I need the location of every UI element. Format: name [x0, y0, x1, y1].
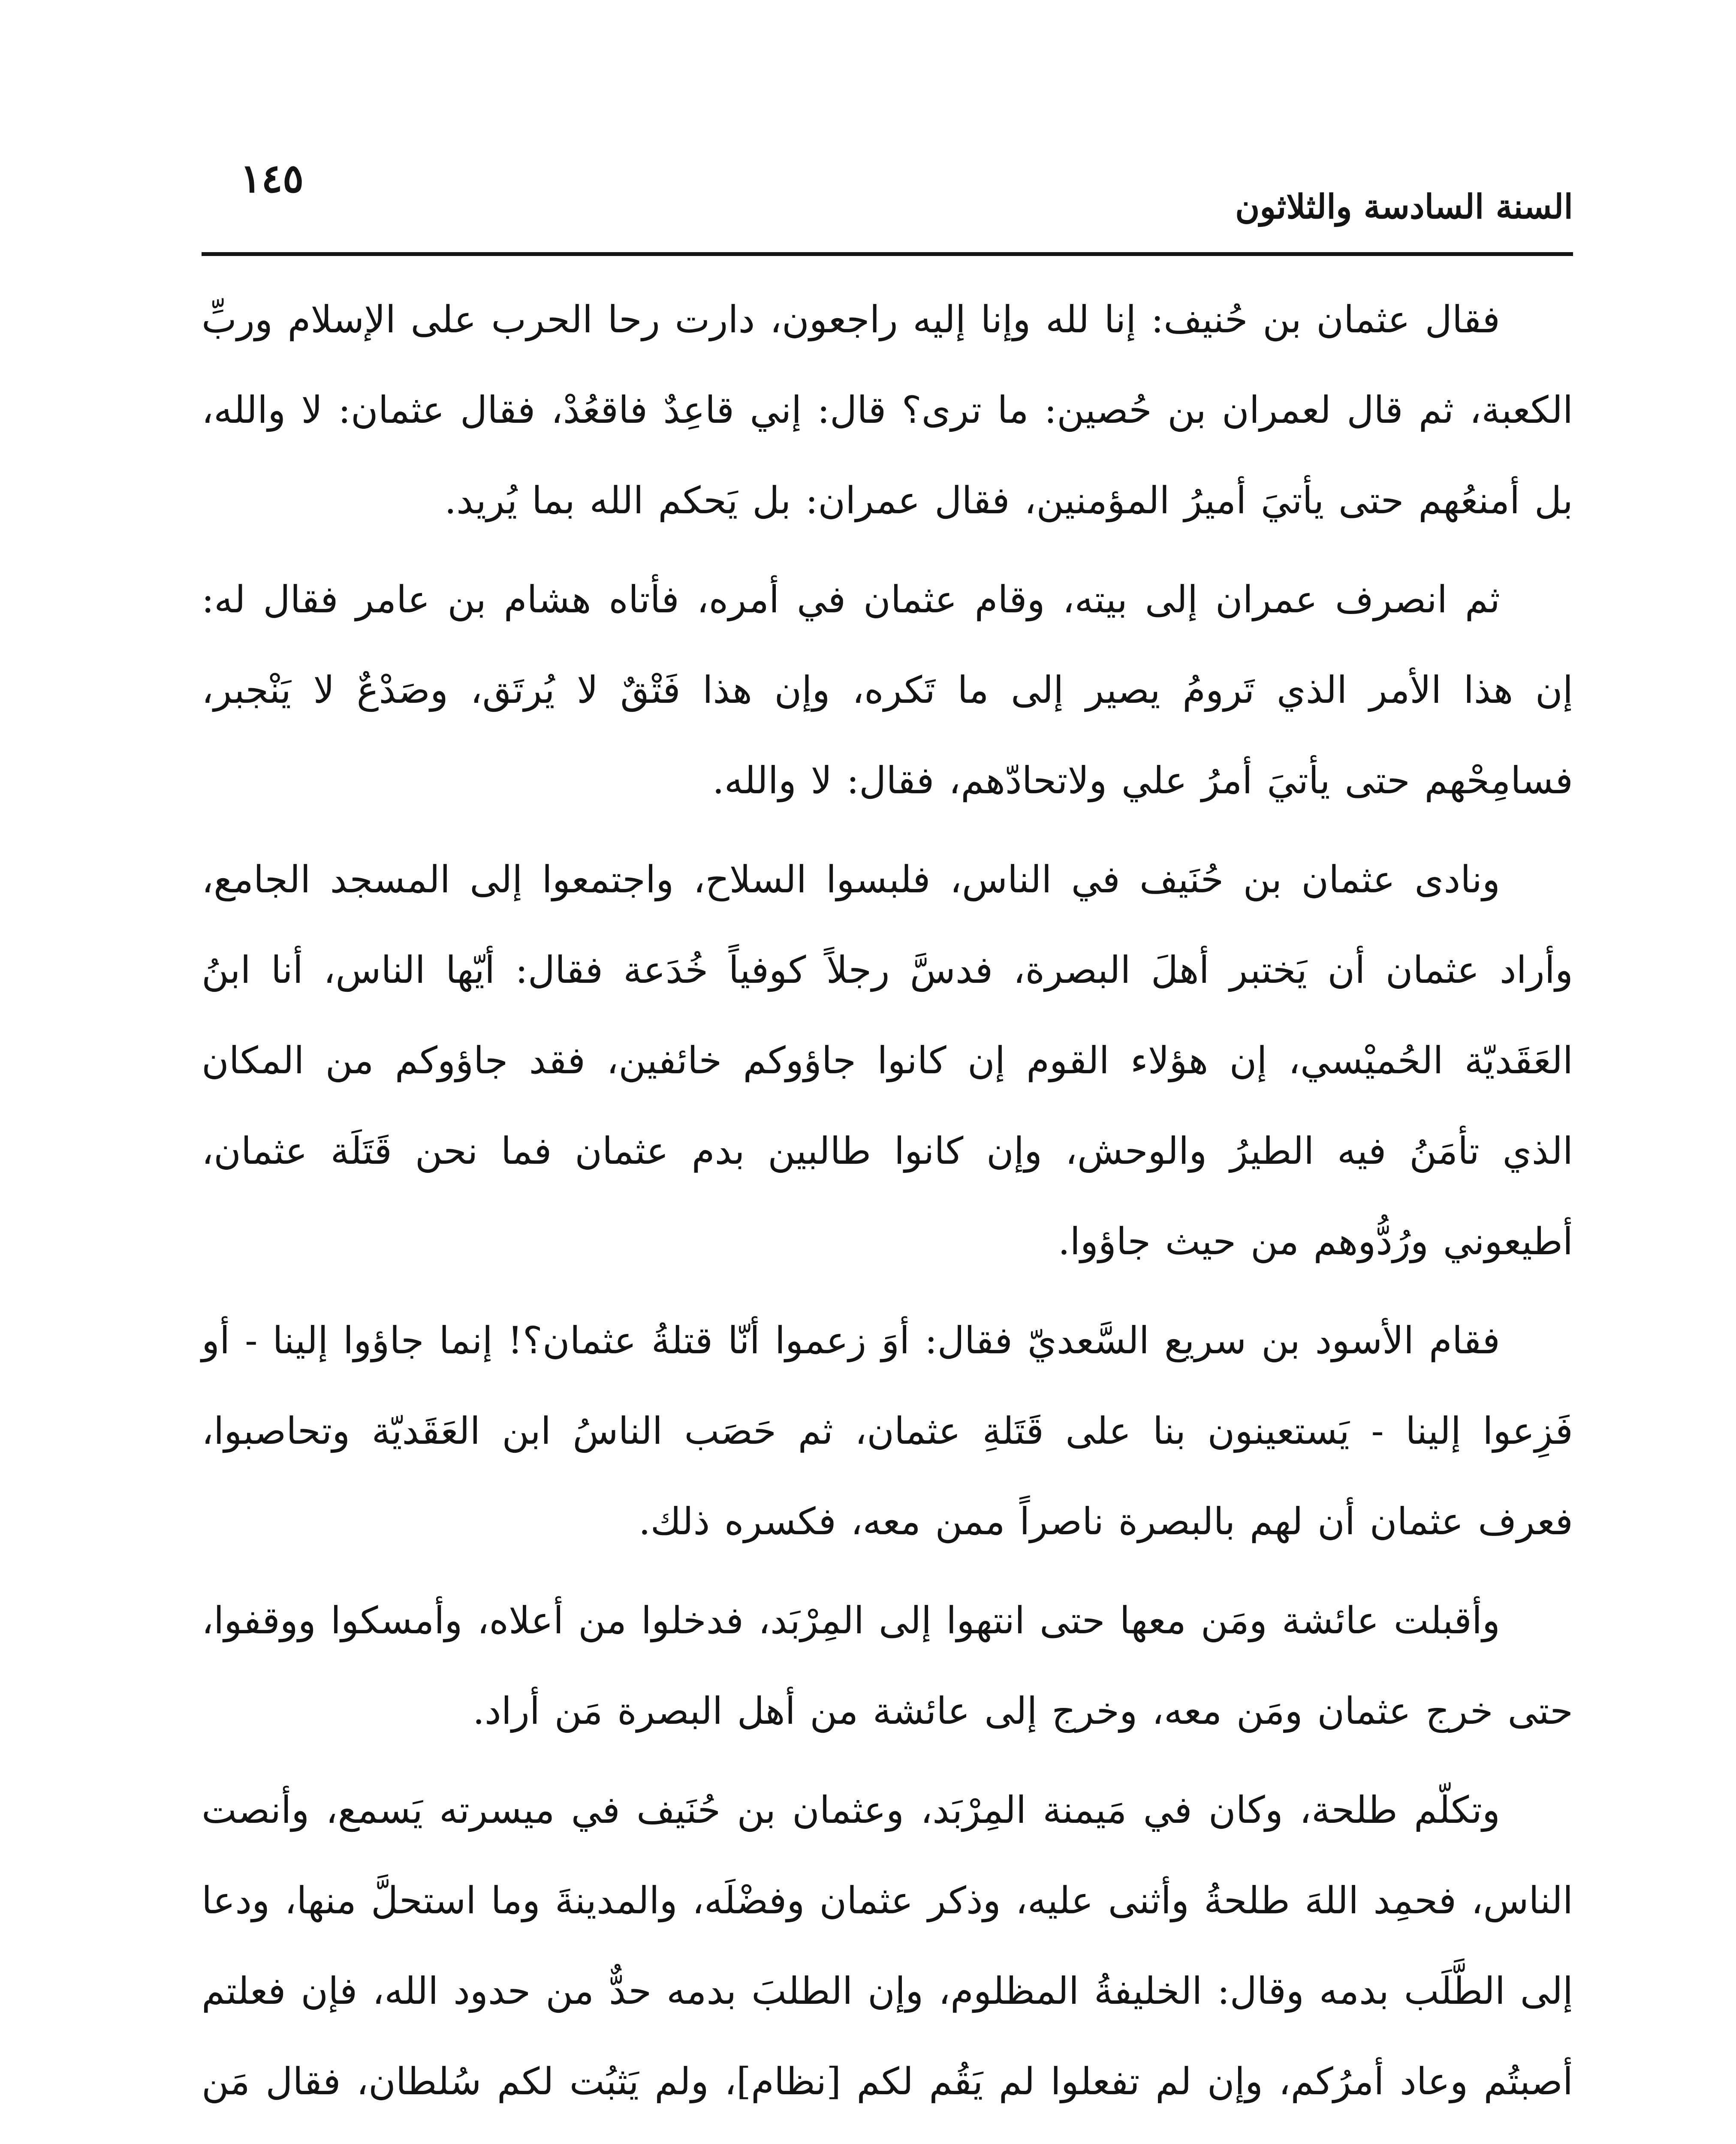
paragraph-4: فقام الأسود بن سريع السَّعديّ فقال: أوَ زعموا أنّا قتلةُ عثمان؟! إنما جاؤوا إلينا - أو فَزِعوا إلينا - يَستعينون بنا على قَتَلةِ عثمان، ثم حَصَب الناسُ ابن العَقَديّة وتحاصبوا، فعرف عثمان أن لهم بالبصرة ناصراً ممن معه، فكسره ذلك.	[202, 1319, 1573, 1543]
paragraph-6: وتكلّم طلحة، وكان في مَيمنة المِرْبَد، وعثمان بن حُنَيف في ميسرته يَسمع، وأنصت الناس، فحمِد اللهَ طلحةُ وأثنى عليه، وذكر عثمان وفضْلَه، والمدينةَ وما استحلَّ منها، ودعا إلى الطَّلَب بدمه وقال: الخليفةُ المظلوم، وإن الطلبَ بدمه حدٌّ من حدود الله، فإن فعلتم أصبتُم وعاد أمرُكم، وإن لم تفعلوا لم يَقُم لكم [نظام]، ولم يَثبُت لكم سُلطان، فقال مَن	[202, 1788, 1573, 2103]
chapter-title: السنة السادسة والثلاثون	[1235, 187, 1573, 226]
paragraph-5: وأقبلت عائشة ومَن معها حتى انتهوا إلى المِرْبَد، فدخلوا من أعلاه، وأمسكوا ووقفوا، حتى خرج عثمان ومَن معه، وخرج إلى عائشة من أهل البصرة مَن أراد.	[202, 1599, 1573, 1733]
running-header	[202, 155, 1573, 232]
paragraph-2: ثم انصرف عمران إلى بيته، وقام عثمان في أمره، فأتاه هشام بن عامر فقال له: إن هذا الأمر الذي تَرومُ يصير إلى ما تَكره، وإن هذا فَتْقٌ لا يُرتَق، وصَدْعٌ لا يَنْجبر، فسامِحْهم حتى يأتيَ أمرُ علي ولاتحادّهم، فقال: لا والله.	[202, 578, 1573, 802]
paragraph-3: ونادى عثمان بن حُنَيف في الناس، فلبسوا السلاح، واجتمعوا إلى المسجد الجامع، وأراد عثمان أن يَختبر أهلَ البصرة، فدسَّ رجلاً كوفياً خُدَعة فقال: أيّها الناس، أنا ابنُ العَقَديّة الحُميْسي، إن هؤلاء القوم إن كانوا جاؤوكم خائفين، فقد جاؤوكم من المكان الذي تأمَنُ فيه الطيرُ والوحش، وإن كانوا طالبين بدم عثمان فما نحن قَتَلَة عثمان، أطيعوني ورُدُّوهم من حيث جاؤوا.	[202, 858, 1573, 1263]
header-divider	[202, 252, 1573, 256]
paragraph-1: فقال عثمان بن حُنيف: إنا لله وإنا إليه راجعون، دارت رحا الحرب على الإسلام وربِّ الكعبة، ثم قال لعمران بن حُصين: ما ترى؟ قال: إني قاعِدٌ فاقعُدْ، فقال عثمان: لا والله، بل أمنعُهم حتى يأتيَ أميرُ المؤمنين، فقال عمران: بل يَحكم الله بما يُريد.	[202, 298, 1573, 522]
body-text	[202, 274, 1573, 2144]
page-number: ١٤٥	[240, 155, 304, 202]
